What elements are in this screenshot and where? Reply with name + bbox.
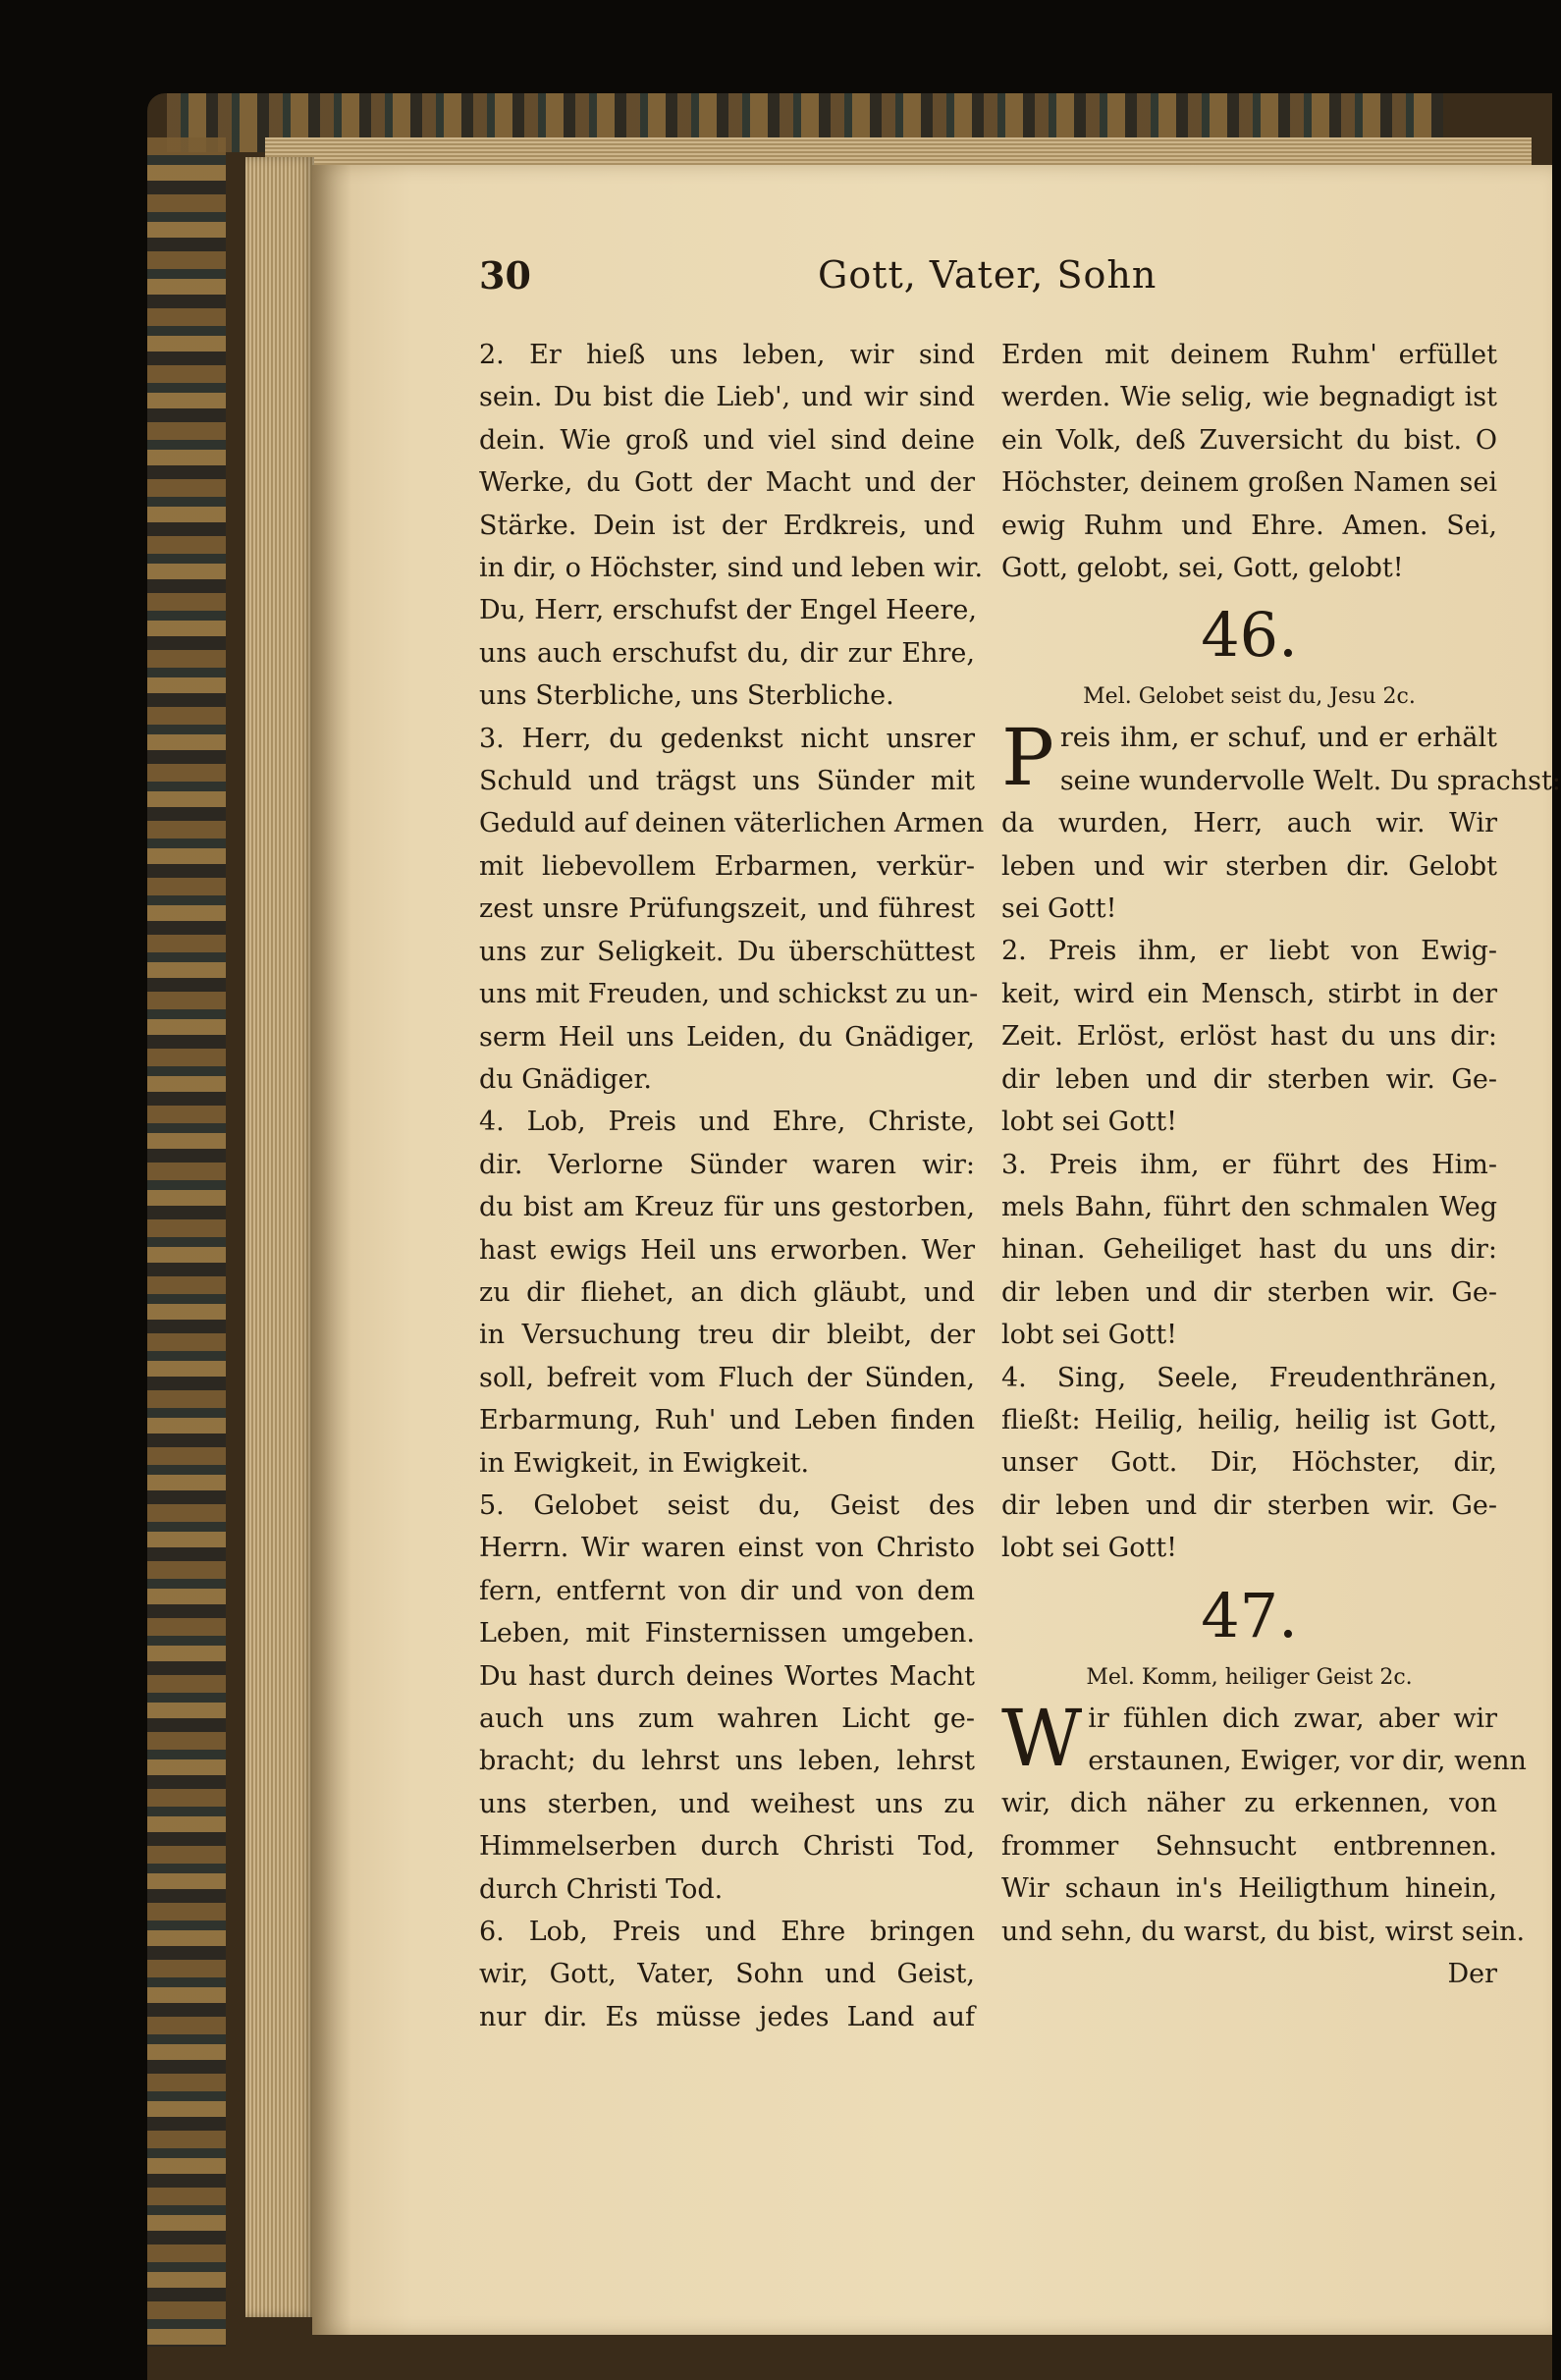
text-line: Stärke. Dein ist der Erdkreis, und bbox=[479, 510, 975, 541]
text-line: uns auch erschufst du, dir zur Ehre, bbox=[479, 637, 975, 669]
text-line: Leben, mit Finsternissen umgeben. bbox=[479, 1618, 975, 1650]
text-line: 3. Preis ihm, er führt des Him- bbox=[1001, 1149, 1497, 1180]
page-number: 30 bbox=[479, 253, 531, 298]
text-line: frommer Sehnsucht entbrennen. bbox=[1001, 1830, 1497, 1862]
text-line: zest unsre Prüfungszeit, und führest bbox=[479, 893, 975, 925]
text-line: nur dir. Es müsse jedes Land auf bbox=[479, 2001, 975, 2032]
text-line: Erbarmung, Ruh' und Leben finden bbox=[479, 1405, 975, 1436]
text-line: 2. Preis ihm, er liebt von Ewig- bbox=[1001, 936, 1497, 967]
text-line: dir. Verlorne Sünder waren wir: bbox=[479, 1149, 975, 1180]
text-line: 3. Herr, du gedenkst nicht unsrer bbox=[479, 723, 975, 754]
text-line: uns mit Freuden, und schickst zu un- bbox=[479, 979, 979, 1010]
text-line: in Ewigkeit, in Ewigkeit. bbox=[479, 1447, 810, 1479]
text-line: 5. Gelobet seist du, Geist des bbox=[479, 1489, 975, 1521]
text-line: da wurden, Herr, auch wir. Wir bbox=[1001, 808, 1497, 839]
text-line: mit liebevollem Erbarmen, verkür- bbox=[479, 850, 975, 882]
text-line: 6. Lob, Preis und Ehre bringen bbox=[479, 1917, 975, 1948]
text-line: Du hast durch deines Wortes Macht bbox=[479, 1660, 975, 1692]
text-line: uns sterben, und weihest uns zu bbox=[479, 1788, 975, 1819]
running-title: Gott, Vater, Sohn bbox=[818, 253, 1157, 297]
text-line: hinan. Geheiliget hast du uns dir: bbox=[1001, 1234, 1497, 1266]
text-line: uns Sterbliche, uns Sterbliche. bbox=[479, 680, 894, 712]
text-line: seine wundervolle Welt. Du sprachst: bbox=[1059, 765, 1561, 796]
text-line: und sehn, du warst, du bist, wirst sein. bbox=[1001, 1916, 1526, 1947]
drop-cap: W bbox=[1001, 1692, 1083, 1784]
text-line: sein. Du bist die Lieb', und wir sind bbox=[479, 382, 975, 413]
text-line: lobt sei Gott! bbox=[1001, 1533, 1178, 1564]
text-line: 4. Sing, Seele, Freudenthränen, bbox=[1001, 1362, 1497, 1393]
text-line: lobt sei Gott! bbox=[1001, 1320, 1178, 1351]
text-line: fern, entfernt von dir und von dem bbox=[479, 1575, 975, 1606]
text-line: Herrn. Wir waren einst von Christo bbox=[479, 1533, 975, 1564]
text-line: Werke, du Gott der Macht und der bbox=[479, 467, 975, 499]
text-line: Gott, gelobt, sei, Gott, gelobt! bbox=[1001, 553, 1404, 584]
text-line: wir, dich näher zu erkennen, von bbox=[1001, 1788, 1497, 1819]
text-line: Zeit. Erlöst, erlöst hast du uns dir: bbox=[1001, 1021, 1497, 1053]
melody-note: Mel. Komm, heiliger Geist 2c. bbox=[1086, 1664, 1413, 1690]
text-line: Geduld auf deinen väterlichen Armen bbox=[479, 808, 985, 839]
text-line: lobt sei Gott! bbox=[1001, 1107, 1178, 1138]
right-column bbox=[1001, 334, 1561, 1995]
text-line: soll, befreit vom Fluch der Sünden, bbox=[479, 1362, 975, 1393]
text-line: Höchster, deinem großen Namen sei bbox=[1001, 467, 1497, 499]
text-line: ein Volk, deß Zuversicht du bist. O bbox=[1001, 424, 1497, 456]
text-line: in Versuchung treu dir bleibt, der bbox=[479, 1320, 975, 1351]
text-line: hast ewigs Heil uns erworben. Wer bbox=[479, 1234, 975, 1266]
hymn-number: 47. bbox=[1201, 1579, 1298, 1651]
text-line: leben und wir sterben dir. Gelobt bbox=[1001, 850, 1497, 882]
text-line: dein. Wie groß und viel sind deine bbox=[479, 424, 975, 456]
text-line: 4. Lob, Preis und Ehre, Christe, bbox=[479, 1107, 975, 1138]
text-line: bracht; du lehrst uns leben, lehrst bbox=[479, 1746, 975, 1777]
text-line: Wir schaun in's Heiligthum hinein, bbox=[1001, 1873, 1497, 1905]
text-line: fließt: Heilig, heilig, heilig ist Gott, bbox=[1001, 1404, 1497, 1435]
melody-note: Mel. Gelobet seist du, Jesu 2c. bbox=[1083, 684, 1416, 710]
page-edges-left bbox=[245, 157, 314, 2317]
text-line: zu dir fliehet, an dich gläubt, und bbox=[479, 1276, 975, 1308]
drop-cap: P bbox=[1001, 712, 1054, 804]
hymn-number: 46. bbox=[1201, 599, 1298, 672]
text-line: dir leben und dir sterben wir. Ge- bbox=[1001, 1276, 1497, 1308]
cover-ornament-left bbox=[147, 137, 226, 2347]
text-line: wir, Gott, Vater, Sohn und Geist, bbox=[479, 1959, 975, 1990]
text-line: auch uns zum wahren Licht ge- bbox=[479, 1704, 975, 1734]
catchword: Der bbox=[1447, 1959, 1497, 1989]
text-line: Schuld und trägst uns Sünder mit bbox=[479, 766, 975, 797]
text-line: sei Gott! bbox=[1001, 893, 1117, 925]
text-line: du bist am Kreuz für uns gestorben, bbox=[479, 1192, 975, 1223]
text-line: durch Christi Tod. bbox=[479, 1873, 724, 1905]
text-line: Himmelserben durch Christi Tod, bbox=[479, 1831, 975, 1863]
text-line: werden. Wie selig, wie begnadigt ist bbox=[1001, 382, 1497, 413]
text-line: ewig Ruhm und Ehre. Amen. Sei, bbox=[1001, 510, 1497, 541]
text-line: reis ihm, er schuf, und er erhält bbox=[1059, 723, 1497, 754]
text-line: unser Gott. Dir, Höchster, dir, bbox=[1001, 1447, 1497, 1479]
text-line: uns zur Seligkeit. Du überschüttest bbox=[479, 936, 975, 967]
text-line: dir leben und dir sterben wir. Ge- bbox=[1001, 1063, 1497, 1095]
text-line: ir fühlen dich zwar, aber wir bbox=[1088, 1703, 1497, 1734]
text-line: serm Heil uns Leiden, du Gnädiger, bbox=[479, 1021, 975, 1053]
left-column bbox=[479, 334, 985, 2038]
text-line: mels Bahn, führt den schmalen Weg bbox=[1001, 1191, 1497, 1222]
running-head bbox=[479, 253, 1500, 302]
text-line: Erden mit deinem Ruhm' erfüllet bbox=[1001, 340, 1497, 370]
text-line: Du, Herr, erschufst der Engel Heere, bbox=[479, 595, 977, 626]
gutter-shadow bbox=[312, 165, 351, 2335]
text-line: du Gnädiger. bbox=[479, 1063, 653, 1095]
text-line: in dir, o Höchster, sind und leben wir. bbox=[479, 553, 984, 584]
text-line: 2. Er hieß uns leben, wir sind bbox=[479, 340, 975, 370]
text-line: erstaunen, Ewiger, vor dir, wenn bbox=[1088, 1745, 1527, 1776]
text-line: dir leben und dir sterben wir. Ge- bbox=[1001, 1489, 1497, 1521]
text-line: keit, wird ein Mensch, stirbt in der bbox=[1001, 978, 1497, 1009]
